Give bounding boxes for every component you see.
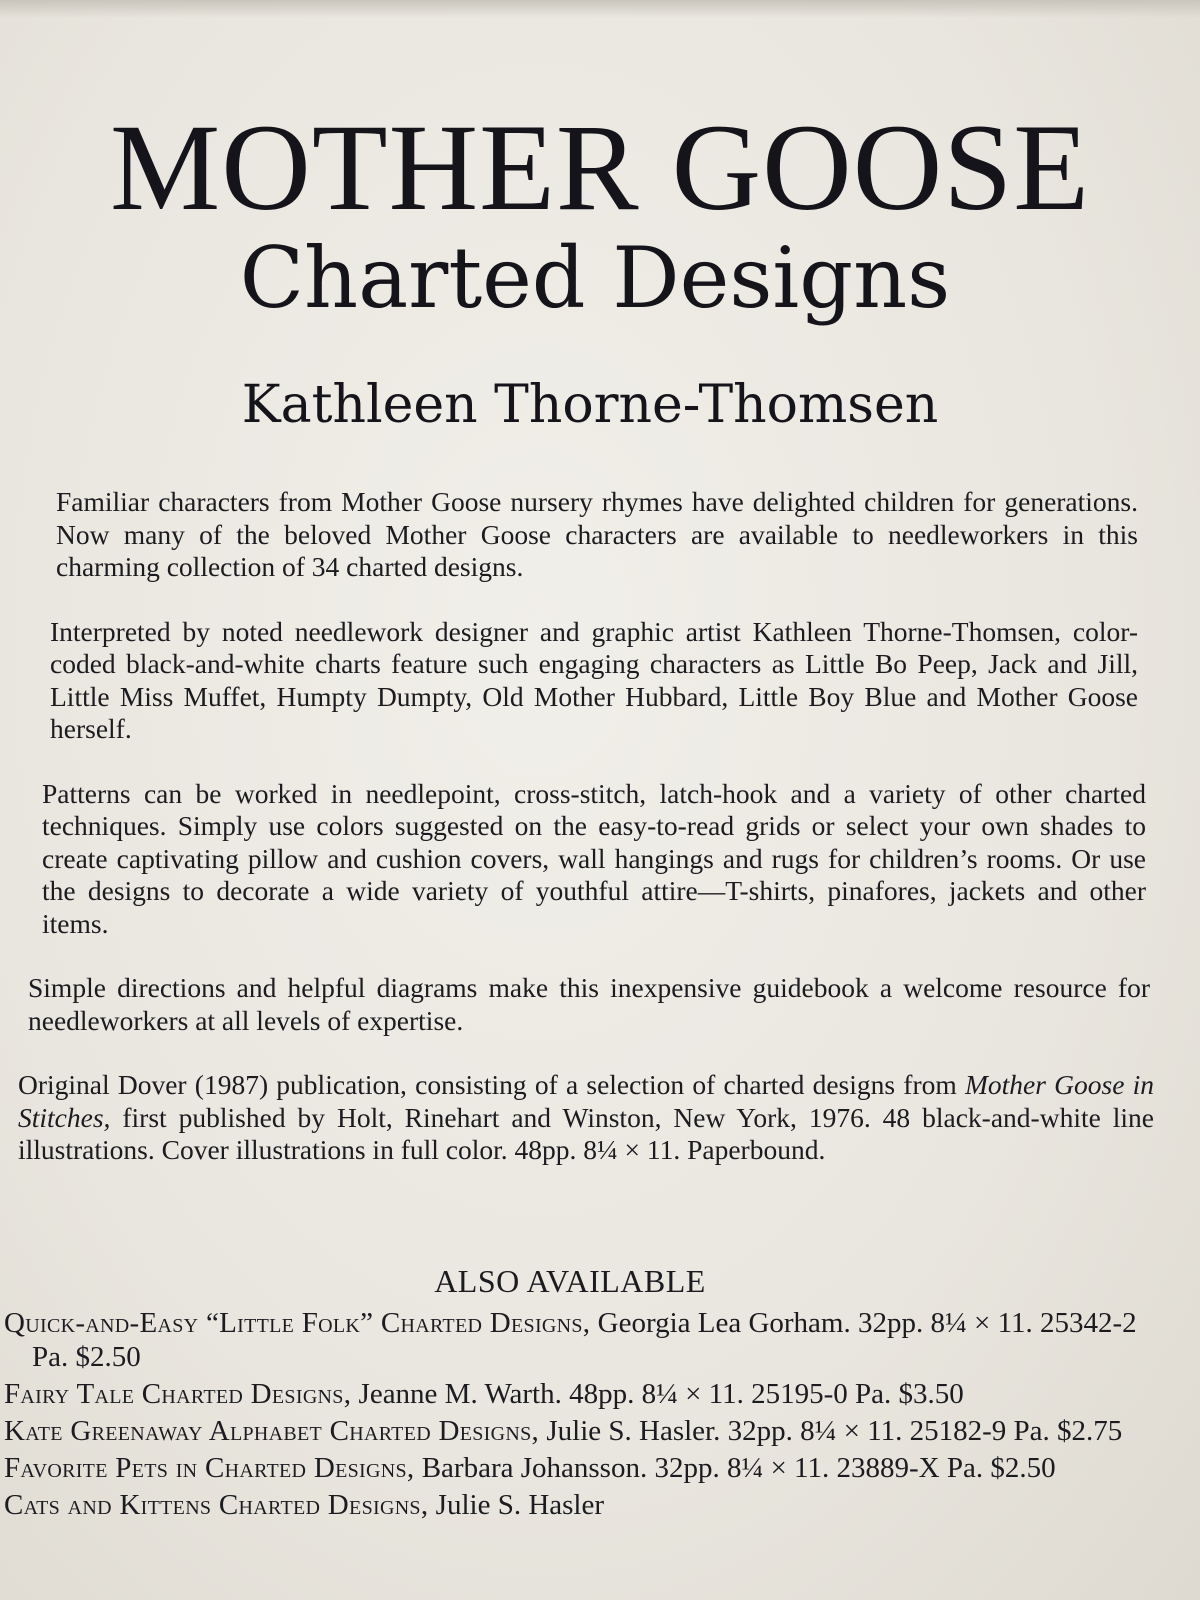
list-item	[4, 1306, 1144, 1374]
book-description	[18, 486, 1154, 1199]
description-paragraph-1: Familiar characters from Mother Goose nursery rhymes have delighted children for generations. Now many of the beloved Mother Goose characters are available to needleworkers in this charming collection of 34 charted designs.	[56, 486, 1138, 582]
related-book-details: Barbara Johansson. 32pp. 8¼ × 11. 23889-X Pa. $2.50	[421, 1452, 1056, 1484]
page-edge-shadow	[0, 0, 1200, 18]
list-item	[4, 1377, 1144, 1411]
description-paragraph-4: Simple directions and helpful diagrams make this inexpensive guidebook a welcome resource for needleworkers at all levels of expertise.	[28, 972, 1150, 1036]
related-book-title: Cats and Kittens Charted Designs,	[4, 1489, 429, 1521]
source-book-title: Mother Goose in Stitches,	[18, 1069, 1154, 1133]
publication-note-details: first published by Holt, Rinehart and Winston, New York, 1976. 48 black-and-white line illustrations. Cover illustrations in full color. 48pp. 8¼ × 11. Paperbound.	[18, 1101, 1154, 1165]
also-available-list	[4, 1306, 1144, 1525]
publication-note-intro: Original Dover (1987) publication, consisting of a selection of charted designs from	[18, 1069, 957, 1100]
list-item	[4, 1488, 1144, 1522]
related-book-title: Kate Greenaway Alphabet Charted Designs,	[4, 1415, 540, 1447]
book-author: Kathleen Thorne-Thomsen	[241, 375, 939, 435]
description-paragraph-3: Patterns can be worked in needlepoint, cross-stitch, latch-hook and a variety of other charted techniques. Simply use colors suggested on the easy-to-read grids or select your own shades to create captivating pillow and cushion covers, wall hangings and rugs for children’s rooms. Or use the designs to decorate a wide variety of youthful attire—T-shirts, pinafores, jackets and other items.	[42, 777, 1146, 939]
related-book-title: Fairy Tale Charted Designs,	[4, 1378, 352, 1410]
related-book-title: Favorite Pets in Charted Designs,	[4, 1452, 415, 1484]
related-book-details: Jeanne M. Warth. 48pp. 8¼ × 11. 25195-0 Pa. $3.50	[358, 1378, 964, 1410]
related-book-title: Quick-and-Easy “Little Folk” Charted Designs,	[4, 1307, 591, 1339]
list-item	[4, 1451, 1144, 1485]
related-book-details: Julie S. Hasler	[435, 1489, 605, 1521]
publication-note	[18, 1069, 1154, 1167]
list-item	[4, 1414, 1144, 1448]
book-subtitle: Charted Designs	[239, 229, 951, 327]
related-book-details: Georgia Lea Gorham. 32pp. 8¼ × 11. 25342-2 Pa. $2.50	[32, 1307, 1137, 1373]
also-available-heading: ALSO AVAILABLE	[434, 1263, 706, 1299]
related-book-details: Julie S. Hasler. 32pp. 8¼ × 11. 25182-9 Pa. $2.75	[546, 1415, 1123, 1447]
description-paragraph-2: Interpreted by noted needlework designer and graphic artist Kathleen Thorne-Thomsen, color-coded black-and-white charts feature such engaging characters as Little Bo Peep, Jack and Jill, Little Miss Muffet, Humpty Dumpty, Old Mother Hubbard, Little Boy Blue and Mother Goose herself.	[50, 615, 1138, 744]
book-title: MOTHER GOOSE	[110, 99, 1090, 236]
